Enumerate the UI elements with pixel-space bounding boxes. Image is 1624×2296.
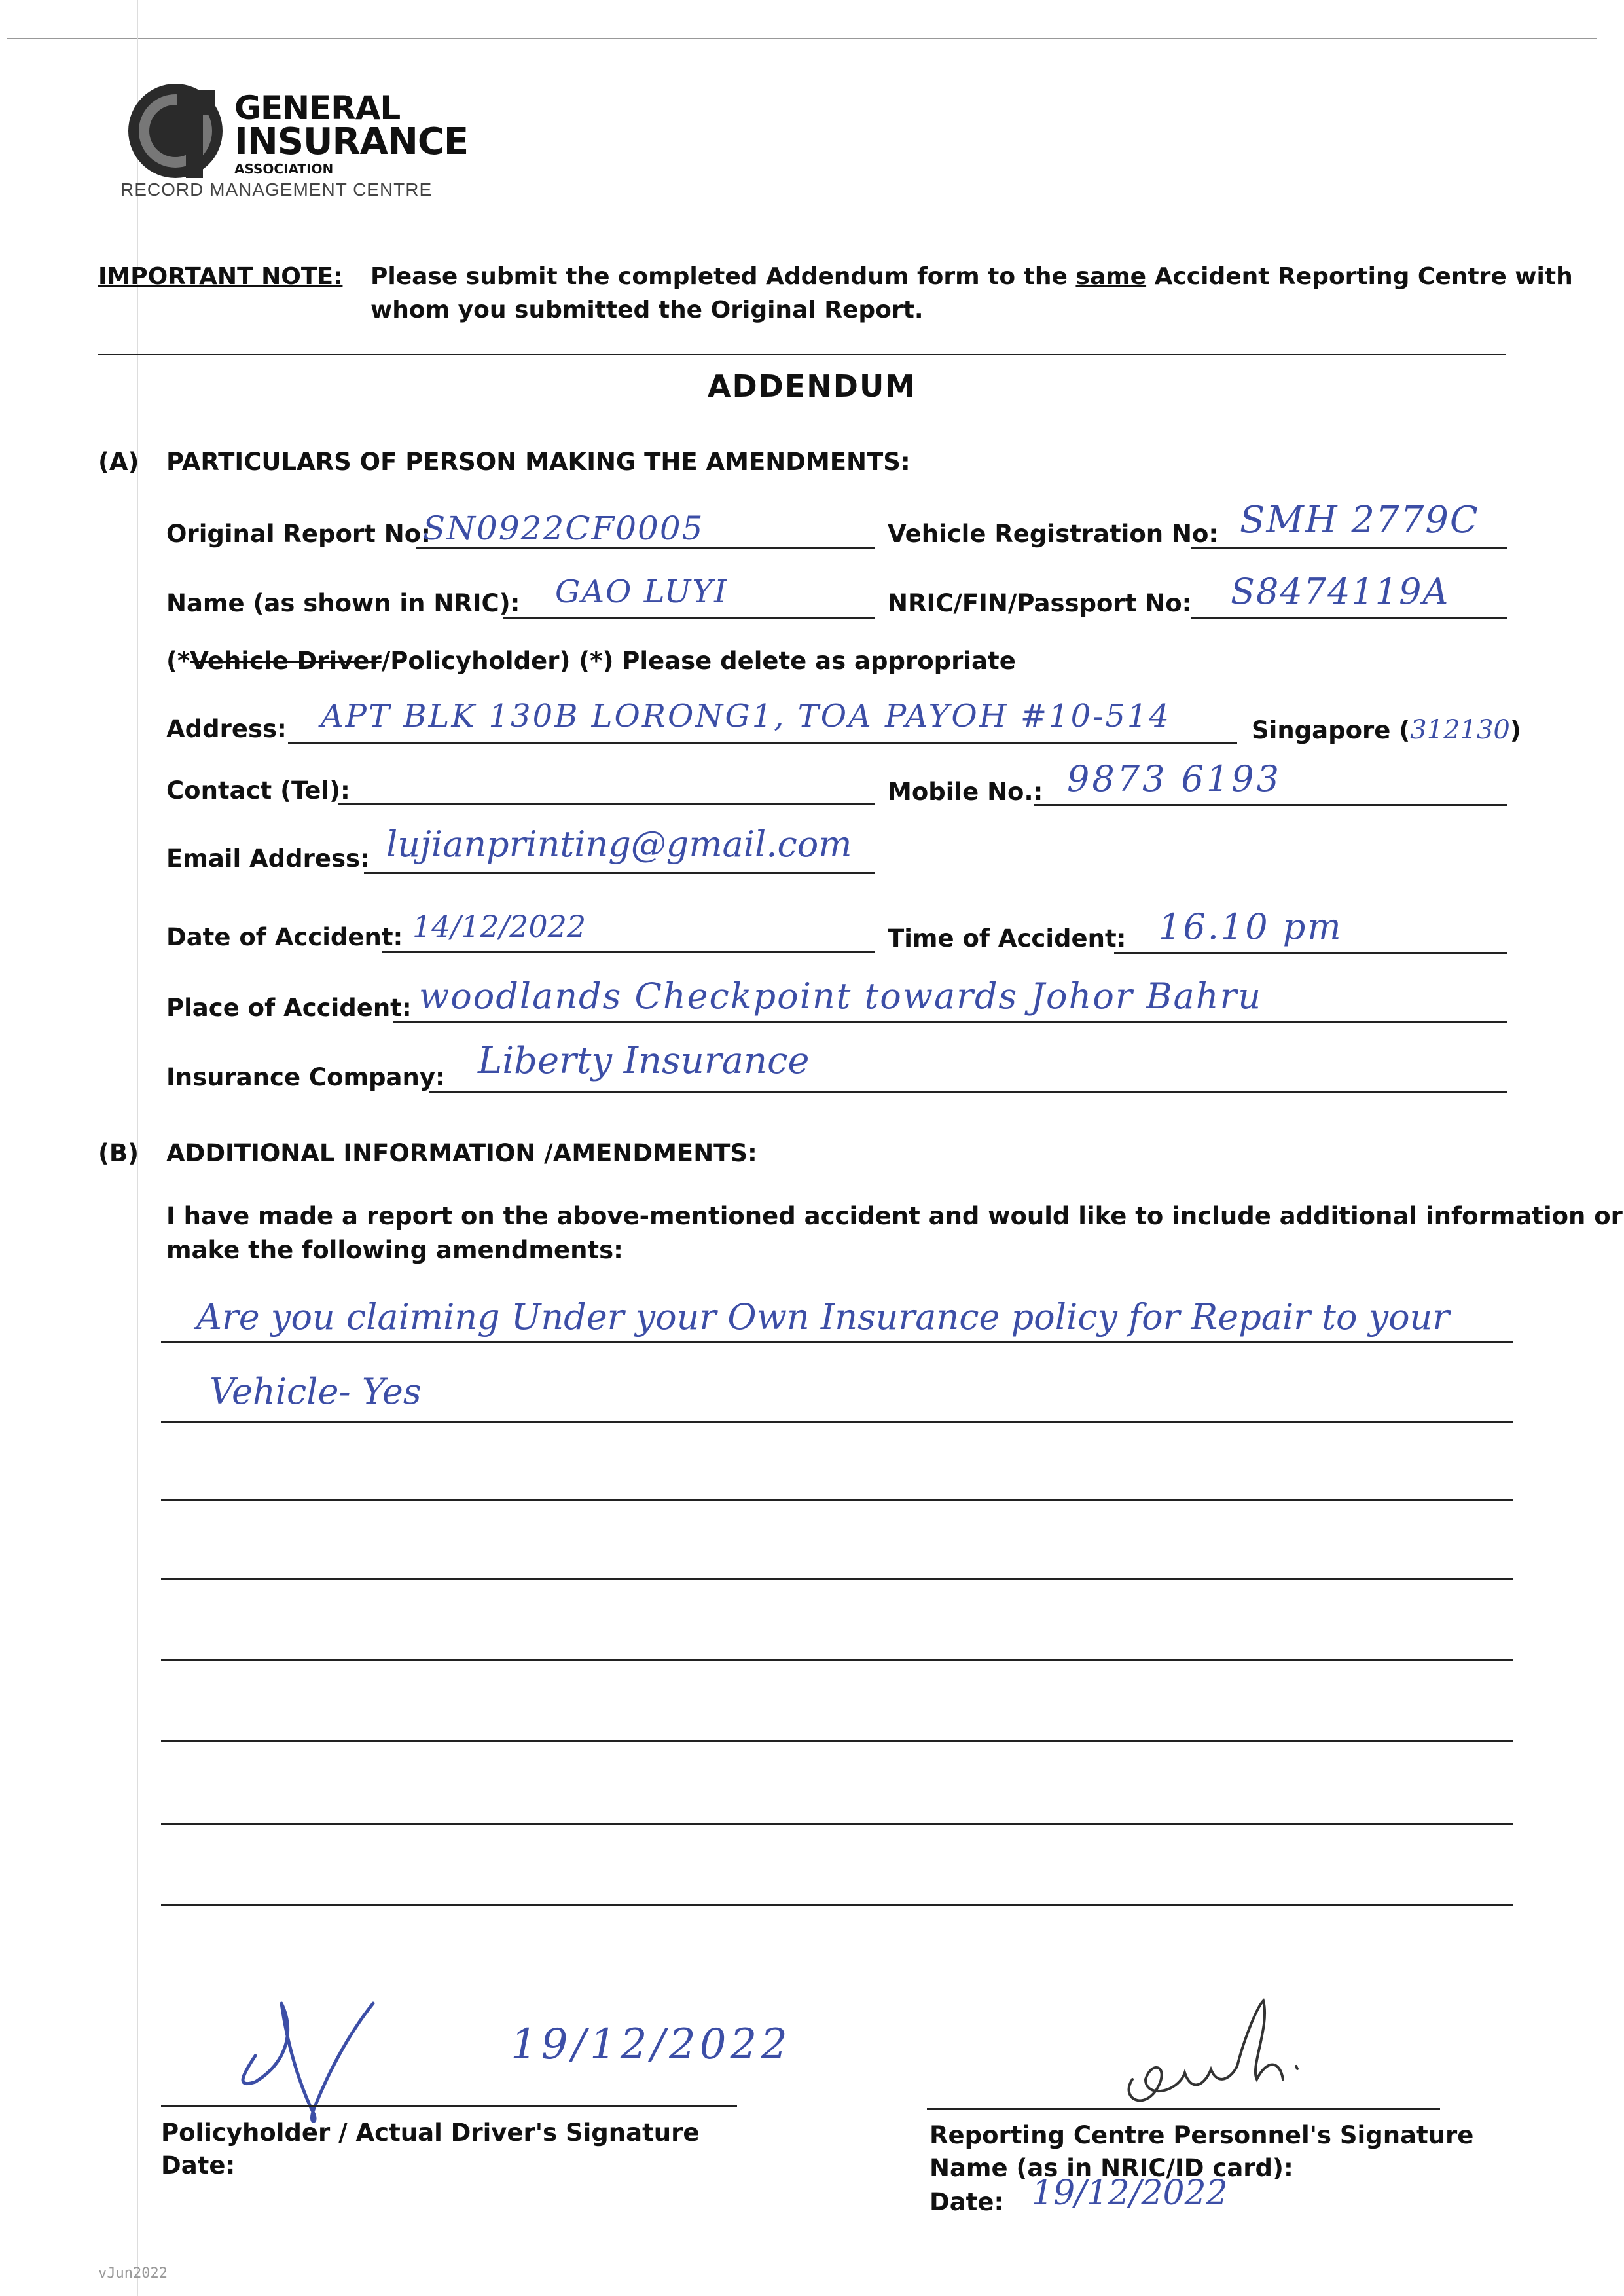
mobile-line — [1034, 804, 1507, 806]
section-b-intro: I have made a report on the above-mentioned accident and would like to include additional information or — [166, 1202, 1623, 1230]
accident-time-field[interactable]: 16.10 pm — [1159, 906, 1343, 947]
nric-field[interactable]: S8474119A — [1231, 571, 1450, 612]
address-line — [288, 742, 1237, 744]
address-field[interactable]: APT BLK 130B LORONG1, TOA PAYOH #10-514 — [321, 698, 1171, 735]
vehicle-reg-line — [1191, 547, 1507, 549]
mobile-label: Mobile No.: — [888, 778, 1043, 806]
amendment-line-8[interactable] — [161, 1904, 1513, 1906]
singapore-label — [1252, 715, 1521, 745]
vehicle-reg-label: Vehicle Registration No: — [888, 520, 1219, 548]
centre-signature[interactable] — [1106, 1988, 1316, 2119]
contact-tel-line[interactable] — [338, 803, 875, 805]
important-note-text-line2: whom you submitted the Original Report. — [370, 297, 924, 323]
logo-line-general: GENERAL — [234, 89, 401, 127]
accident-time-label: Time of Accident: — [888, 924, 1127, 953]
amendment-line-4[interactable] — [161, 1578, 1513, 1580]
gia-logo-emblem — [123, 79, 228, 183]
name-line — [503, 617, 875, 619]
accident-time-line — [1114, 952, 1507, 954]
singapore-text: Singapore ( — [1252, 716, 1411, 744]
amendment-text-line2[interactable]: Vehicle- Yes — [209, 1371, 422, 1412]
role-open: (* — [166, 647, 190, 675]
contact-tel-label: Contact (Tel): — [166, 776, 350, 805]
amendment-line-6[interactable] — [161, 1740, 1513, 1742]
postal-code-field[interactable]: 312130 — [1410, 715, 1510, 745]
accident-place-field[interactable]: woodlands Checkpoint towards Johor Bahru — [419, 975, 1263, 1017]
original-report-field[interactable]: SN0922CF0005 — [423, 509, 704, 547]
record-centre-label: RECORD MANAGEMENT CENTRE — [120, 179, 433, 200]
form-title: ADDENDUM — [707, 369, 917, 404]
amendment-line-1 — [161, 1341, 1513, 1343]
centre-name-label: Name (as in NRIC/ID card): — [929, 2154, 1293, 2182]
centre-signature-line — [927, 2108, 1440, 2110]
section-a-marker: (A) — [98, 448, 139, 476]
section-b-heading: ADDITIONAL INFORMATION /AMENDMENTS: — [166, 1139, 757, 1167]
email-label: Email Address: — [166, 845, 370, 873]
version-label: vJun2022 — [98, 2265, 168, 2282]
accident-date-line — [382, 951, 875, 953]
accident-place-label: Place of Accident: — [166, 994, 412, 1022]
role-rest: /Policyholder) (*) Please delete as appropriate — [381, 647, 1016, 675]
logo-line-insurance: INSURANCE — [234, 120, 469, 163]
email-field[interactable]: lujianprinting@gmail.com — [386, 824, 852, 865]
role-struck-vehicle-driver: Vehicle Driver — [190, 647, 382, 675]
nric-line — [1191, 617, 1507, 619]
name-field[interactable]: GAO LUYI — [555, 574, 728, 610]
amendment-line-3[interactable] — [161, 1499, 1513, 1501]
amendment-line-5[interactable] — [161, 1659, 1513, 1661]
driver-date-label: Date: — [161, 2151, 236, 2179]
driver-date-field[interactable]: 19/12/2022 — [511, 2020, 791, 2069]
note-text-start: Please submit the completed Addendum form to the — [370, 263, 1076, 290]
centre-date-label: Date: — [929, 2188, 1004, 2216]
name-label: Name (as shown in NRIC): — [166, 589, 520, 617]
address-label: Address: — [166, 715, 287, 743]
driver-signature-label: Policyholder / Actual Driver's Signature — [161, 2119, 700, 2147]
email-line — [364, 872, 875, 874]
driver-signature-line — [161, 2105, 737, 2107]
insurance-company-label: Insurance Company: — [166, 1063, 445, 1091]
original-report-line — [416, 547, 875, 549]
amendment-line-2 — [161, 1421, 1513, 1423]
scan-edge-top — [7, 38, 1597, 39]
section-b-marker: (B) — [98, 1139, 139, 1167]
original-report-label: Original Report No: — [166, 520, 431, 548]
note-text-end: Accident Reporting Centre with — [1146, 263, 1573, 290]
section-a-heading: PARTICULARS OF PERSON MAKING THE AMENDMENTS: — [166, 448, 911, 476]
vehicle-reg-field[interactable]: SMH 2779C — [1240, 499, 1479, 541]
section-b-intro-line2: make the following amendments: — [166, 1236, 623, 1264]
mobile-field[interactable]: 9873 6193 — [1067, 758, 1282, 799]
note-text-same: same — [1075, 263, 1147, 290]
insurance-company-field[interactable]: Liberty Insurance — [478, 1040, 810, 1082]
singapore-close: ) — [1509, 716, 1521, 744]
important-note-text — [370, 263, 1573, 290]
insurance-company-line — [429, 1091, 1507, 1093]
logo-line-association: ASSOCIATION — [234, 161, 334, 177]
accident-date-field[interactable]: 14/12/2022 — [412, 909, 586, 944]
accident-place-line — [393, 1021, 1507, 1023]
amendment-text-line1[interactable]: Are you claiming Under your Own Insurance policy for Repair to your — [196, 1296, 1450, 1338]
centre-date-field[interactable]: 19/12/2022 — [1032, 2174, 1228, 2213]
amendment-line-7[interactable] — [161, 1823, 1513, 1825]
note-divider — [98, 354, 1506, 355]
accident-date-label: Date of Accident: — [166, 923, 403, 951]
role-line — [166, 647, 1016, 675]
centre-signature-label: Reporting Centre Personnel's Signature — [929, 2121, 1474, 2149]
important-note-label: IMPORTANT NOTE: — [98, 263, 343, 290]
nric-label: NRIC/FIN/Passport No: — [888, 589, 1192, 617]
